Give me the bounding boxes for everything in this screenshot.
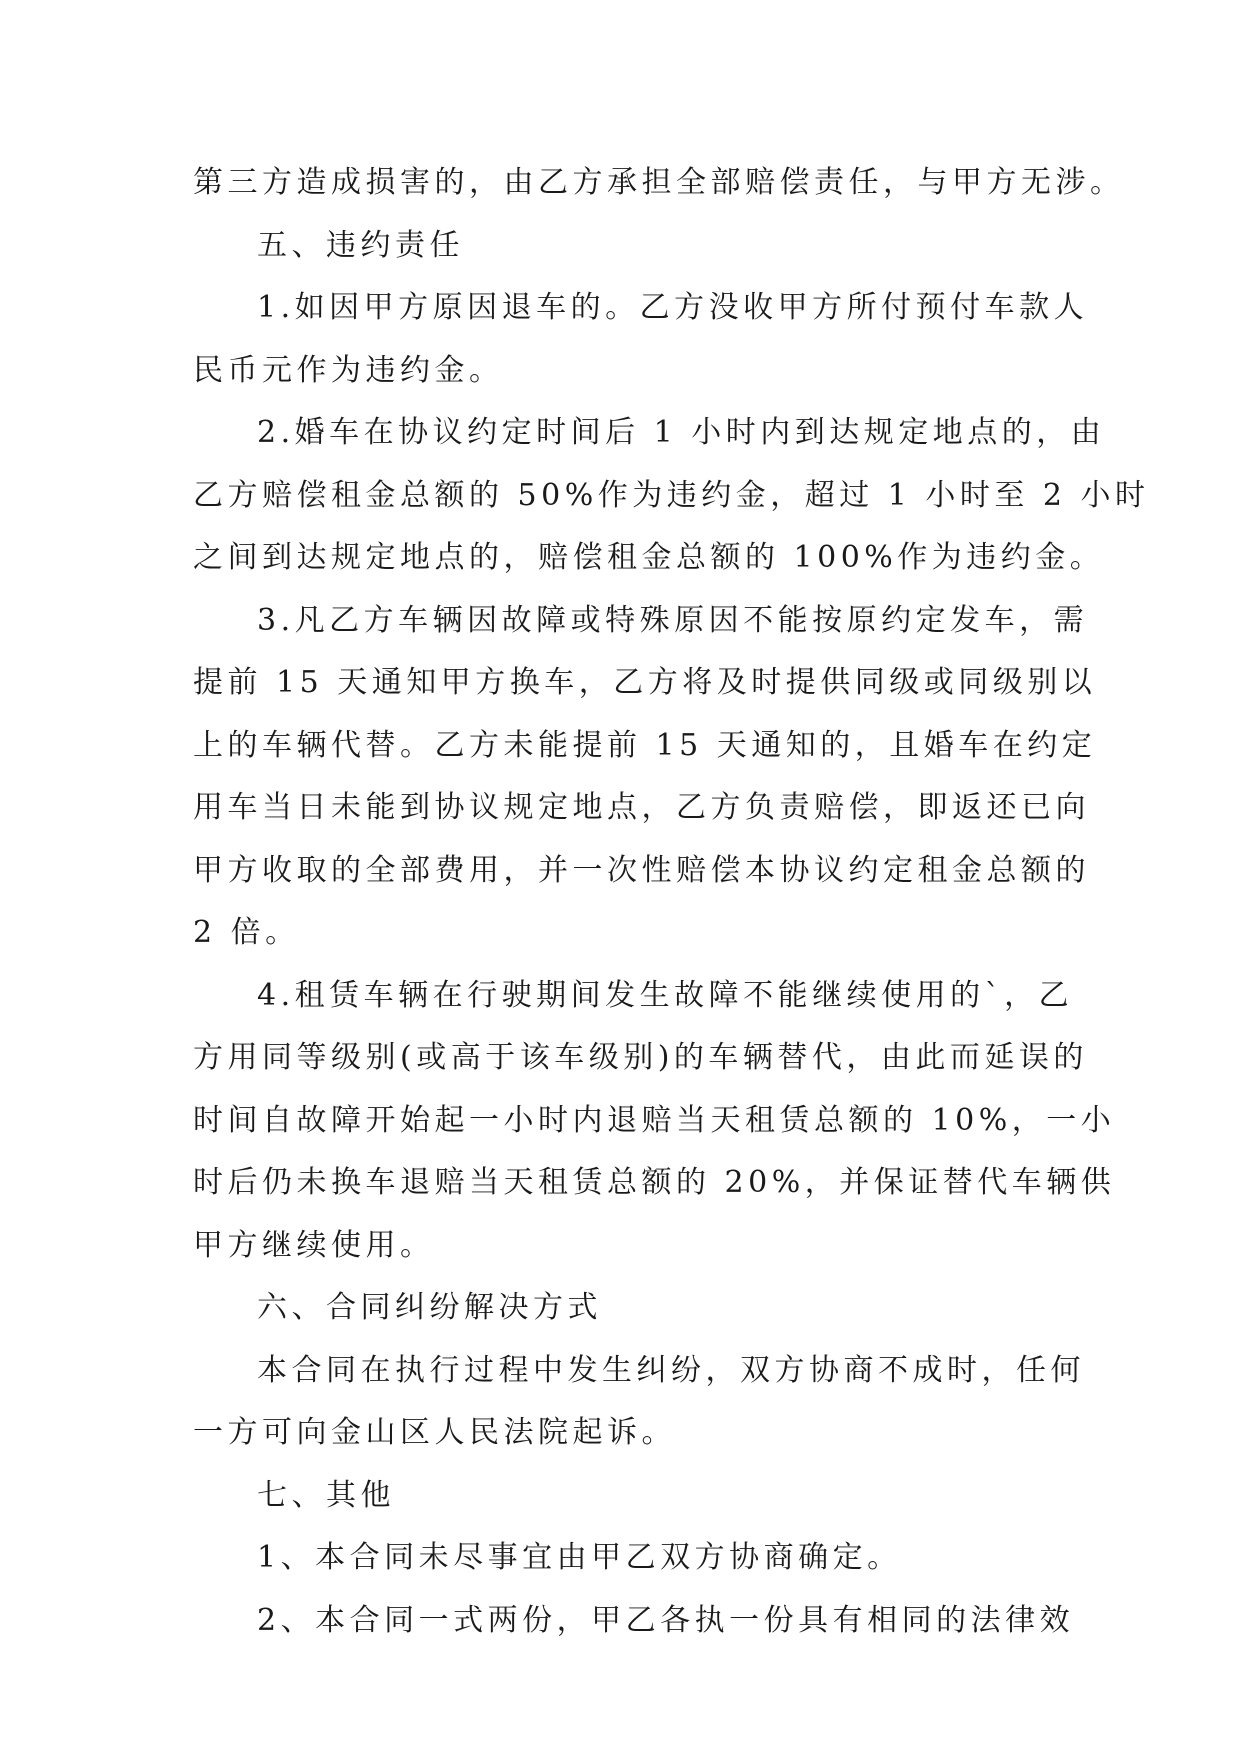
section-heading: 七、其他 [257, 1477, 395, 1513]
text-line: 甲方收取的全部费用，并一次性赔偿本协议约定租金总额的 [193, 852, 1090, 888]
text-line: 一方可向金山区人民法院起诉。 [193, 1415, 676, 1450]
text-line: 时后仍未换车退赔当天租赁总额的 20%，并保证替代车辆供 [193, 1165, 1116, 1200]
document-body [193, 152, 1150, 1652]
text-line: 乙方赔偿租金总额的 50%作为违约金，超过 1 小时至 2 小时 [193, 477, 1150, 513]
text-line: 方用同等级别(或高于该车级别)的车辆替代，由此而延误的 [193, 1040, 1088, 1075]
text-line: 之间到达规定地点的，赔偿租金总额的 100%作为违约金。 [193, 540, 1105, 575]
text-line: 2、本合同一式两份，甲乙各执一份具有相同的法律效 [257, 1602, 1075, 1638]
text-line: 甲方继续使用。 [193, 1227, 435, 1263]
text-line: 民币元作为违约金。 [193, 352, 504, 388]
text-line: 用车当日未能到协议规定地点，乙方负责赔偿，即返还已向 [193, 790, 1090, 825]
text-line: 提前 15 天通知甲方换车，乙方将及时提供同级或同级别以 [193, 665, 1097, 700]
text-line: 时间自故障开始起一小时内退赔当天租赁总额的 10%，一小 [193, 1102, 1116, 1138]
section-heading: 五、违约责任 [257, 227, 464, 263]
text-line: 1、本合同未尽事宜由甲乙双方协商确定。 [257, 1540, 902, 1575]
section-heading: 六、合同纠纷解决方式 [257, 1290, 602, 1325]
text-line: 3.凡乙方车辆因故障或特殊原因不能按原约定发车，需 [257, 602, 1089, 638]
text-line: 2.婚车在协议约定时间后 1 小时内到达规定地点的，由 [257, 415, 1106, 450]
text-line: 2 倍。 [193, 915, 300, 950]
text-line: 上的车辆代替。乙方未能提前 15 天通知的，且婚车在约定 [193, 727, 1097, 763]
text-line: 1.如因甲方原因退车的。乙方没收甲方所付预付车款人 [257, 290, 1089, 325]
text-line: 本合同在执行过程中发生纠纷，双方协商不成时，任何 [257, 1352, 1085, 1388]
text-line: 第三方造成损害的，由乙方承担全部赔偿责任，与甲方无涉。 [193, 165, 1125, 200]
text-line: 4.租赁车辆在行驶期间发生故障不能继续使用的`，乙 [257, 977, 1074, 1013]
